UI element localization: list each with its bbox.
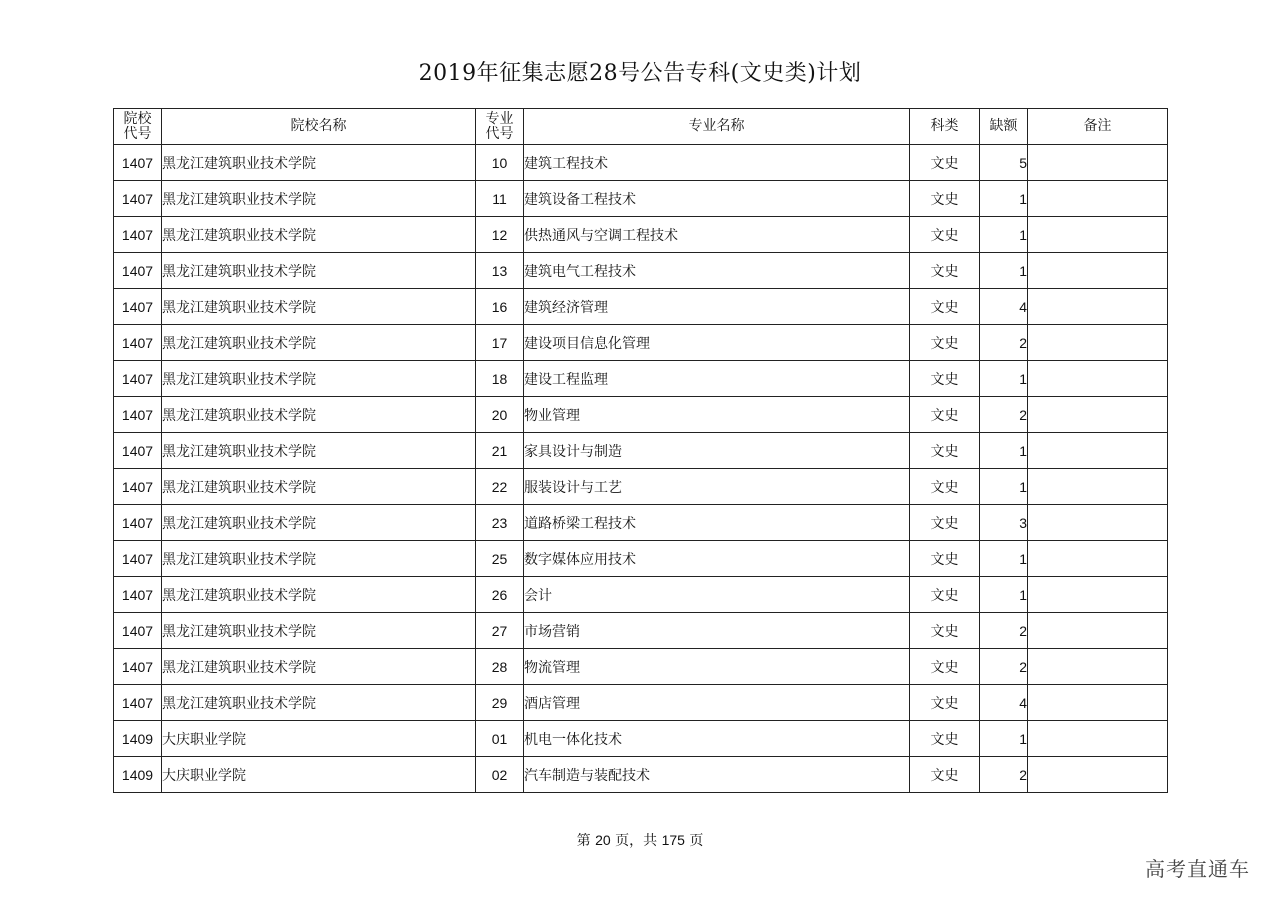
- cell-major-code: 13: [476, 253, 524, 289]
- cell-major-name: 物业管理: [524, 397, 910, 433]
- cell-major-code: 12: [476, 217, 524, 253]
- table-row: [114, 397, 1168, 433]
- header-school-name: 院校名称: [162, 109, 476, 145]
- cell-category: 文史: [910, 145, 980, 181]
- cell-major-name: 建筑电气工程技术: [524, 253, 910, 289]
- cell-category: 文史: [910, 433, 980, 469]
- cell-category: 文史: [910, 721, 980, 757]
- cell-note: [1028, 433, 1168, 469]
- cell-major-name: 家具设计与制造: [524, 433, 910, 469]
- cell-major-code: 10: [476, 145, 524, 181]
- cell-major-code: 01: [476, 721, 524, 757]
- cell-vacancy: 1: [980, 469, 1028, 505]
- cell-category: 文史: [910, 757, 980, 793]
- cell-school-code: 1409: [114, 757, 162, 793]
- cell-major-name: 会计: [524, 577, 910, 613]
- cell-note: [1028, 253, 1168, 289]
- cell-school-code: 1407: [114, 541, 162, 577]
- cell-category: 文史: [910, 541, 980, 577]
- cell-note: [1028, 505, 1168, 541]
- cell-major-name: 物流管理: [524, 649, 910, 685]
- cell-school-code: 1407: [114, 253, 162, 289]
- cell-vacancy: 2: [980, 649, 1028, 685]
- cell-category: 文史: [910, 397, 980, 433]
- cell-major-name: 建设项目信息化管理: [524, 325, 910, 361]
- cell-category: 文史: [910, 469, 980, 505]
- cell-vacancy: 3: [980, 505, 1028, 541]
- cell-category: 文史: [910, 649, 980, 685]
- table-row: [114, 217, 1168, 253]
- cell-major-code: 20: [476, 397, 524, 433]
- cell-vacancy: 1: [980, 721, 1028, 757]
- header-category: 科类: [910, 109, 980, 145]
- cell-school-name: 黑龙江建筑职业技术学院: [162, 325, 476, 361]
- cell-category: 文史: [910, 613, 980, 649]
- table-row: [114, 649, 1168, 685]
- table-row: [114, 541, 1168, 577]
- cell-school-name: 大庆职业学院: [162, 757, 476, 793]
- cell-major-name: 服装设计与工艺: [524, 469, 910, 505]
- cell-note: [1028, 757, 1168, 793]
- cell-note: [1028, 145, 1168, 181]
- cell-major-name: 数字媒体应用技术: [524, 541, 910, 577]
- cell-vacancy: 1: [980, 361, 1028, 397]
- footer-suffix: 页: [689, 833, 704, 849]
- cell-note: [1028, 325, 1168, 361]
- cell-school-name: 黑龙江建筑职业技术学院: [162, 577, 476, 613]
- watermark-text: 高考直通车: [1145, 857, 1250, 881]
- cell-school-code: 1407: [114, 217, 162, 253]
- table-row: [114, 433, 1168, 469]
- cell-major-name: 建筑设备工程技术: [524, 181, 910, 217]
- table-row: [114, 289, 1168, 325]
- cell-school-name: 黑龙江建筑职业技术学院: [162, 469, 476, 505]
- cell-school-code: 1407: [114, 685, 162, 721]
- cell-major-name: 供热通风与空调工程技术: [524, 217, 910, 253]
- cell-school-code: 1407: [114, 649, 162, 685]
- cell-school-name: 黑龙江建筑职业技术学院: [162, 361, 476, 397]
- header-major-code: [476, 109, 524, 145]
- cell-vacancy: 2: [980, 397, 1028, 433]
- cell-vacancy: 2: [980, 613, 1028, 649]
- header-note: 备注: [1028, 109, 1168, 145]
- cell-school-name: 黑龙江建筑职业技术学院: [162, 685, 476, 721]
- cell-major-name: 汽车制造与装配技术: [524, 757, 910, 793]
- cell-category: 文史: [910, 181, 980, 217]
- cell-school-name: 黑龙江建筑职业技术学院: [162, 397, 476, 433]
- cell-major-name: 市场营销: [524, 613, 910, 649]
- cell-school-name: 黑龙江建筑职业技术学院: [162, 181, 476, 217]
- table-row: [114, 505, 1168, 541]
- cell-note: [1028, 361, 1168, 397]
- header-major-code-line1: 专业: [485, 110, 514, 127]
- cell-note: [1028, 721, 1168, 757]
- cell-category: 文史: [910, 685, 980, 721]
- header-vacancy: 缺额: [980, 109, 1028, 145]
- cell-major-name: 机电一体化技术: [524, 721, 910, 757]
- table-row: [114, 685, 1168, 721]
- cell-major-code: 26: [476, 577, 524, 613]
- cell-school-code: 1407: [114, 145, 162, 181]
- cell-vacancy: 2: [980, 325, 1028, 361]
- cell-school-code: 1407: [114, 289, 162, 325]
- cell-major-name: 酒店管理: [524, 685, 910, 721]
- page-footer: [0, 830, 1280, 850]
- cell-school-code: 1409: [114, 721, 162, 757]
- table-row: [114, 253, 1168, 289]
- cell-category: 文史: [910, 505, 980, 541]
- table-row: [114, 361, 1168, 397]
- table-body: [114, 145, 1168, 793]
- table-row: [114, 613, 1168, 649]
- cell-school-code: 1407: [114, 469, 162, 505]
- cell-category: 文史: [910, 325, 980, 361]
- cell-vacancy: 1: [980, 217, 1028, 253]
- cell-school-code: 1407: [114, 361, 162, 397]
- table-row: [114, 469, 1168, 505]
- cell-vacancy: 4: [980, 685, 1028, 721]
- cell-note: [1028, 217, 1168, 253]
- cell-vacancy: 5: [980, 145, 1028, 181]
- cell-category: 文史: [910, 361, 980, 397]
- cell-major-code: 17: [476, 325, 524, 361]
- cell-major-code: 18: [476, 361, 524, 397]
- cell-school-name: 黑龙江建筑职业技术学院: [162, 649, 476, 685]
- cell-school-code: 1407: [114, 505, 162, 541]
- admission-plan-table: [113, 108, 1168, 793]
- cell-school-code: 1407: [114, 577, 162, 613]
- footer-prefix: 第: [576, 833, 591, 849]
- cell-category: 文史: [910, 289, 980, 325]
- table-row: [114, 145, 1168, 181]
- cell-category: 文史: [910, 253, 980, 289]
- cell-major-code: 02: [476, 757, 524, 793]
- cell-category: 文史: [910, 577, 980, 613]
- table-row: [114, 181, 1168, 217]
- page-title: 2019年征集志愿28号公告专科(文史类)计划: [418, 61, 862, 86]
- cell-major-code: 11: [476, 181, 524, 217]
- cell-major-code: 27: [476, 613, 524, 649]
- cell-school-code: 1407: [114, 325, 162, 361]
- cell-vacancy: 1: [980, 253, 1028, 289]
- cell-note: [1028, 577, 1168, 613]
- cell-school-code: 1407: [114, 397, 162, 433]
- cell-school-name: 黑龙江建筑职业技术学院: [162, 217, 476, 253]
- cell-major-code: 22: [476, 469, 524, 505]
- cell-note: [1028, 181, 1168, 217]
- header-major-name: 专业名称: [524, 109, 910, 145]
- table-row: [114, 757, 1168, 793]
- cell-major-code: 16: [476, 289, 524, 325]
- table-header-row: [114, 109, 1168, 145]
- cell-school-code: 1407: [114, 433, 162, 469]
- cell-major-name: 建筑经济管理: [524, 289, 910, 325]
- cell-school-name: 黑龙江建筑职业技术学院: [162, 253, 476, 289]
- cell-vacancy: 4: [980, 289, 1028, 325]
- cell-school-name: 黑龙江建筑职业技术学院: [162, 145, 476, 181]
- cell-category: 文史: [910, 217, 980, 253]
- cell-school-name: 黑龙江建筑职业技术学院: [162, 541, 476, 577]
- header-school-code-line2: 代号: [123, 125, 152, 142]
- cell-note: [1028, 541, 1168, 577]
- footer-mid: 页，共: [615, 833, 658, 849]
- cell-note: [1028, 649, 1168, 685]
- cell-note: [1028, 685, 1168, 721]
- header-major-code-line2: 代号: [485, 125, 514, 142]
- cell-note: [1028, 289, 1168, 325]
- cell-school-name: 黑龙江建筑职业技术学院: [162, 505, 476, 541]
- cell-school-code: 1407: [114, 613, 162, 649]
- cell-major-code: 21: [476, 433, 524, 469]
- cell-vacancy: 1: [980, 541, 1028, 577]
- table-row: [114, 325, 1168, 361]
- table-row: [114, 577, 1168, 613]
- cell-school-name: 黑龙江建筑职业技术学院: [162, 289, 476, 325]
- cell-major-name: 建设工程监理: [524, 361, 910, 397]
- cell-major-code: 23: [476, 505, 524, 541]
- cell-note: [1028, 613, 1168, 649]
- cell-vacancy: 2: [980, 757, 1028, 793]
- table-row: [114, 721, 1168, 757]
- cell-major-code: 29: [476, 685, 524, 721]
- cell-major-name: 道路桥梁工程技术: [524, 505, 910, 541]
- cell-vacancy: 1: [980, 433, 1028, 469]
- header-school-code-line1: 院校: [123, 110, 152, 127]
- cell-major-name: 建筑工程技术: [524, 145, 910, 181]
- header-school-code: [114, 109, 162, 145]
- cell-note: [1028, 397, 1168, 433]
- cell-major-code: 25: [476, 541, 524, 577]
- cell-vacancy: 1: [980, 577, 1028, 613]
- cell-school-name: 大庆职业学院: [162, 721, 476, 757]
- cell-school-name: 黑龙江建筑职业技术学院: [162, 433, 476, 469]
- cell-school-name: 黑龙江建筑职业技术学院: [162, 613, 476, 649]
- cell-note: [1028, 469, 1168, 505]
- cell-vacancy: 1: [980, 181, 1028, 217]
- footer-page-number: 20: [595, 832, 611, 848]
- cell-school-code: 1407: [114, 181, 162, 217]
- footer-total-pages: 175: [661, 832, 685, 848]
- cell-major-code: 28: [476, 649, 524, 685]
